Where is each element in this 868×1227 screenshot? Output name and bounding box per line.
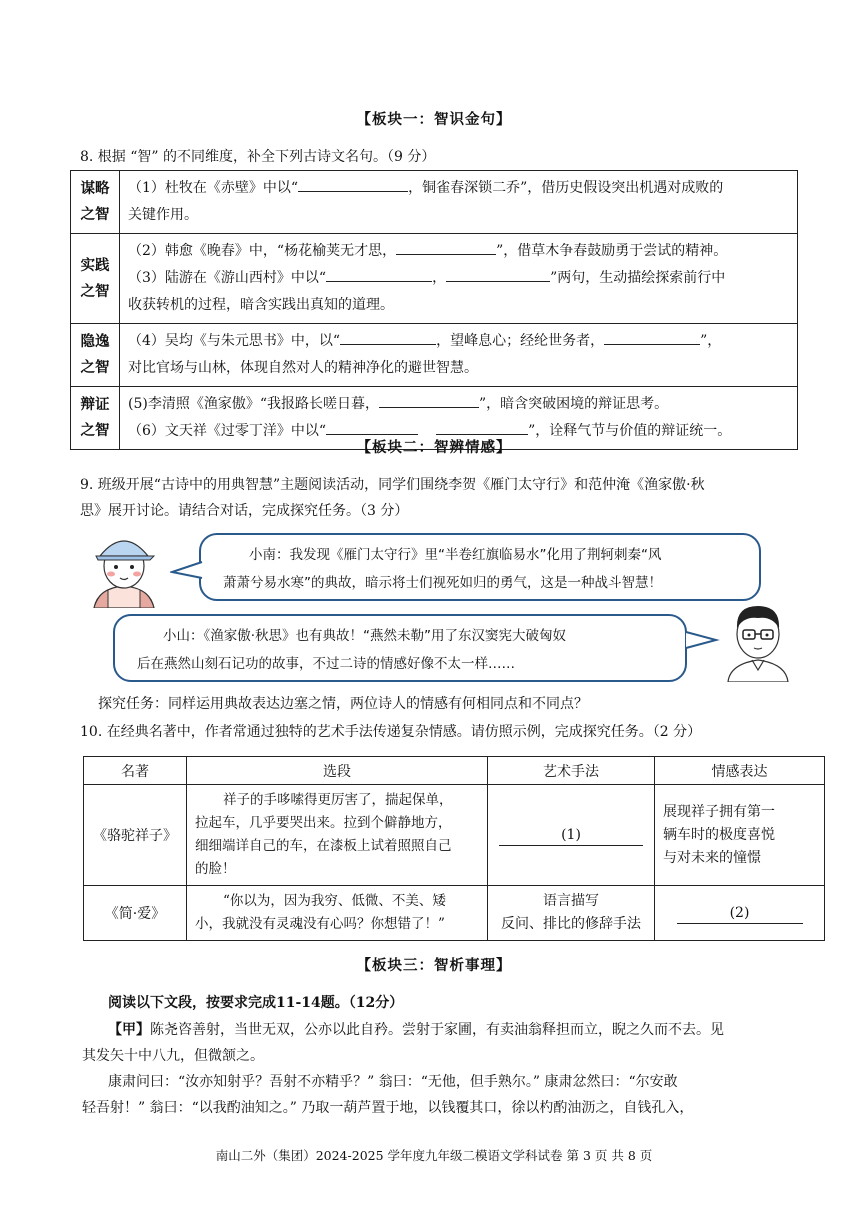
text-segment: ”，暗含突破困境的辩证思考。 [479,396,669,412]
column-header: 选段 [187,757,488,785]
category-cell [71,324,120,387]
text-segment: （4）吴均《与朱元思书》中，以“ [128,333,341,349]
question-9-stem-line1: 9. 班级开展“古诗中的用典智慧”主题阅读活动，同学们围绕李贺《雁门太守行》和范仲淹《渔家傲·秋 [80,477,705,493]
category-cell [71,171,120,234]
question-10-stem: 10. 在经典名著中，作者常通过独特的艺术手法传递复杂情感。请仿照示例，完成探究任务。（2 分） [80,724,702,740]
speech-text: 小南：我发现《雁门太守行》里“半卷红旗临易水”化用了荆轲刺秦“风 [249,547,662,563]
text-segment: （1）杜牧在《赤壁》中以“ [128,180,299,196]
answer-blank[interactable] [396,238,496,255]
passage-line3: 康肃问曰：“汝亦知射乎？吾射不亦精乎？” 翁曰：“无他，但手熟尔。” 康肃忿然曰：“尔安敢 [108,1074,678,1090]
category-label: 谋略 [80,180,110,197]
answer-blank[interactable] [436,418,528,435]
question-10-table [83,756,825,941]
category-label: 实践 [80,256,110,274]
speech-bubble-xiaoshan [113,614,687,682]
text-segment: （3）陆游在《游山西村》中以“ [128,270,327,286]
text-segment: （6）文天祥《过零丁洋》中以“ [128,423,327,439]
emotion-cell [655,785,825,886]
page-footer: 南山二外（集团）2024-2025 学年度九年级二模语文学科试卷 第 3 页 共 8 页 [215,1148,653,1163]
content-cell [120,171,798,234]
bubble-tail [170,560,204,580]
excerpt-line: 拉起车，几乎要哭出来。拉到个僻静地方， [195,815,452,831]
category-label: 辩证 [80,396,110,413]
answer-blank[interactable] [340,328,436,345]
text-segment: ，望峰息心；经纶世务者， [436,333,605,349]
table-header-row [84,757,825,785]
answer-blank-1[interactable]: (1) [499,825,643,846]
passage-label: 【甲】 [108,1022,150,1038]
passage-line4: 轻吾射！” 翁曰：“以我酌油知之。” 乃取一葫芦置于地，以钱覆其口，徐以杓酌油沥之，自钱孔入， [82,1100,694,1116]
text-segment: 收获转机的过程，暗含实践出真知的道理。 [128,297,394,313]
text-segment: ， [432,270,447,286]
passage-jia-line1 [82,1017,792,1043]
student-girl-avatar [84,532,164,608]
question-11-stem: 阅读以下文段，按要求完成11-14题。（12分） [108,995,404,1011]
table-row [84,886,825,941]
text-segment: ”，借草木争春鼓励勇于尝试的精神。 [496,243,728,259]
excerpt-cell [187,785,488,886]
section-title-block1: 【板块一：智识金句】 [356,111,512,128]
category-label: 之智 [80,359,110,376]
text-segment: ”， [700,333,722,349]
text-segment: （2）韩愈《晚春》中，“杨花榆荚无才思， [128,243,397,259]
text-segment: 对比官场与山林，体现自然对人的精神净化的避世智慧。 [128,360,478,376]
column-header: 名著 [84,757,187,785]
text-segment: ”两句，生动描绘探索前行中 [550,270,726,286]
speech-text: 萧萧兮易水寒”的典故，暗示将士们视死如归的勇气，这是一种战斗智慧！ [223,575,662,591]
excerpt-line: 细细端详自己的车，在漆板上试着照照自己 [195,838,452,854]
category-label: 之智 [80,206,110,223]
question-8-stem: 8. 根据 “智” 的不同维度，补全下列古诗文名句。（9 分） [80,149,436,165]
text-segment: (5)李清照《渔家傲》“我报路长嗟日暮， [128,396,379,412]
emotion-line: 展现祥子拥有第一 [663,803,775,820]
excerpt-line: “你以为，因为我穷、低微、不美、矮 [223,893,446,909]
table-row [84,785,825,886]
passage-jia-line2: 其发矢十中八九，但微颔之。 [82,1048,264,1064]
question-9-task: 探究任务：同样运用典故表达边塞之情，两位诗人的情感有何相同点和不同点？ [98,696,588,712]
table-row [71,171,798,234]
table-row [71,324,798,387]
speech-text: 小山：《渔家傲·秋思》也有典故！“燕然未勒”用了东汉窦宪大破匈奴 [163,628,567,644]
excerpt-line: 小，我就没有灵魂没有心吗？你想错了！” [195,916,445,932]
category-cell [71,234,120,324]
content-cell [120,234,798,324]
category-label: 之智 [80,282,110,300]
content-cell [120,324,798,387]
answer-blank-2[interactable]: (2) [677,903,803,924]
answer-blank[interactable] [326,265,432,282]
category-label: 隐逸 [80,333,110,350]
speech-text: 后在燕然山刻石记功的故事，不过二诗的情感好像不太一样…… [137,656,515,672]
technique-cell [488,886,655,941]
emotion-line: 辆车时的极度喜悦 [663,826,775,843]
speech-bubble-xiaonan [199,533,761,601]
technique-cell [488,785,655,886]
technique-line: 语言描写 [543,893,599,909]
answer-blank[interactable] [379,391,479,408]
text-segment: 关键作用。 [128,207,198,223]
bubble-tail [684,630,720,650]
text-segment: ，铜雀春深锁二乔”，借历史假设突出机遇对成败的 [408,180,724,196]
answer-blank[interactable] [446,265,550,282]
answer-blank[interactable] [604,328,700,345]
column-header: 艺术手法 [488,757,655,785]
emotion-cell [655,886,825,941]
answer-blank[interactable] [298,175,408,192]
passage-text: 陈尧咨善射，当世无双，公亦以此自矜。尝射于家圃，有卖油翁释担而立，睨之久而不去。见 [150,1022,724,1038]
question-8-table [70,170,798,450]
section-title-block3: 【板块三：智析事理】 [356,957,512,974]
book-title-cell: 《简·爱》 [84,886,187,941]
answer-blank[interactable] [326,418,418,435]
emotion-line: 与对未来的憧憬 [663,849,761,866]
student-boy-avatar [718,598,798,682]
column-header: 情感表达 [655,757,825,785]
text-segment: ”，诠释气节与价值的辩证统一。 [528,423,732,439]
table-row [71,234,798,324]
section-title-block2: 【板块二：智辨情感】 [356,439,512,456]
question-9-stem-line2: 思》展开讨论。请结合对话，完成探究任务。（3 分） [80,503,409,519]
category-label: 之智 [80,422,110,439]
excerpt-line: 祥子的手哆嗦得更厉害了，揣起保单， [223,792,453,808]
excerpt-line: 的脸！ [195,861,236,877]
book-title-cell: 《骆驼祥子》 [84,785,187,886]
excerpt-cell [187,886,488,941]
technique-line: 反问、排比的修辞手法 [501,916,641,932]
